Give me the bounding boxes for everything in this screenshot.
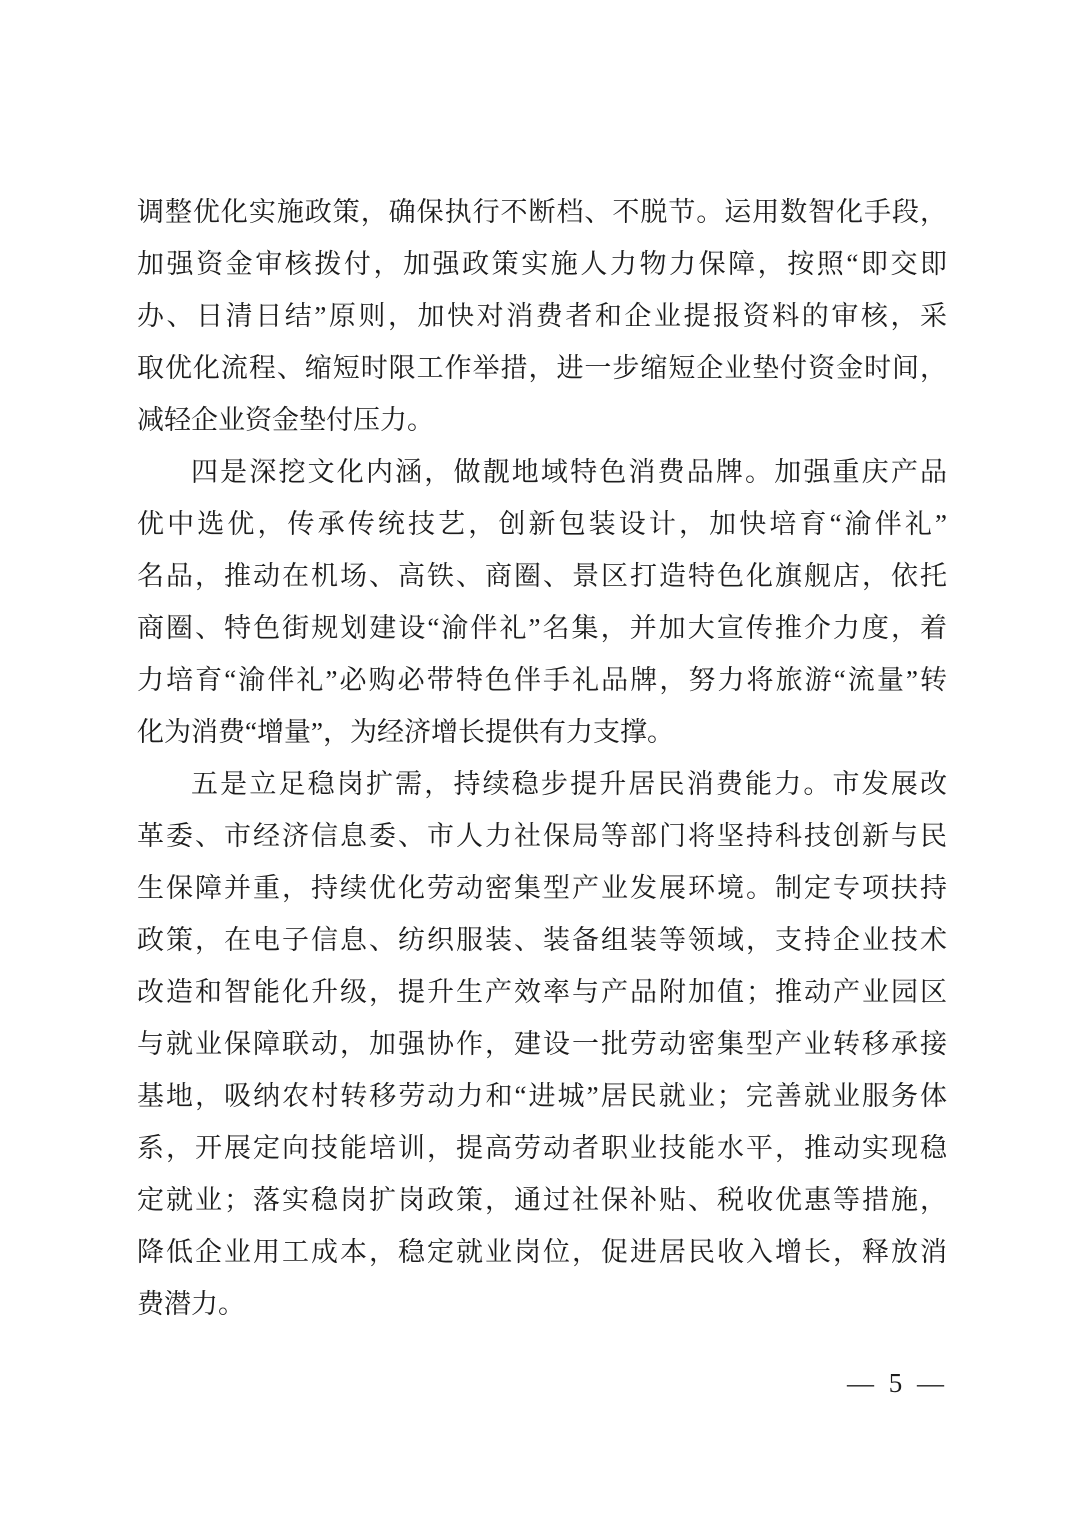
body-line: 减轻企业资金垫付压力。 (137, 405, 434, 435)
body-line: 五是立足稳岗扩需，持续稳步提升居民消费能力。市发展改 (191, 769, 947, 799)
body-line: 商圈、特色街规划建设“渝伴礼”名集，并加大宣传推介力度，着 (137, 613, 947, 643)
body-line: 加强资金审核拨付，加强政策实施人力物力保障，按照“即交即 (137, 249, 947, 279)
document-body (137, 186, 947, 1330)
body-line: 办、日清日结”原则，加快对消费者和企业提报资料的审核，采 (137, 301, 947, 331)
body-line: 力培育“渝伴礼”必购必带特色伴手礼品牌，努力将旅游“流量”转 (137, 665, 947, 695)
body-line: 系，开展定向技能培训，提高劳动者职业技能水平，推动实现稳 (137, 1133, 947, 1163)
body-line: 四是深挖文化内涵，做靓地域特色消费品牌。加强重庆产品 (191, 457, 947, 487)
paragraph-point-five (137, 758, 947, 1330)
page-number: — 5 — (847, 1368, 948, 1398)
body-line: 降低企业用工成本，稳定就业岗位，促进居民收入增长，释放消 (137, 1237, 947, 1267)
body-line: 优中选优，传承传统技艺，创新包装设计，加快培育“渝伴礼” (137, 509, 947, 539)
body-line: 费潜力。 (137, 1289, 245, 1319)
body-line: 基地，吸纳农村转移劳动力和“进城”居民就业；完善就业服务体 (137, 1081, 947, 1111)
body-line: 改造和智能化升级，提升生产效率与产品附加值；推动产业园区 (137, 977, 947, 1007)
body-line: 名品，推动在机场、高铁、商圈、景区打造特色化旗舰店，依托 (137, 561, 947, 591)
body-line: 定就业；落实稳岗扩岗政策，通过社保补贴、税收优惠等措施， (137, 1185, 947, 1215)
paragraph-point-four (137, 446, 947, 758)
body-line: 生保障并重，持续优化劳动密集型产业发展环境。制定专项扶持 (137, 873, 947, 903)
body-line: 取优化流程、缩短时限工作举措，进一步缩短企业垫付资金时间， (137, 353, 947, 383)
body-line: 化为消费“增量”，为经济增长提供有力支撑。 (137, 717, 674, 747)
body-line: 革委、市经济信息委、市人力社保局等部门将坚持科技创新与民 (137, 821, 947, 851)
paragraph-continued (137, 186, 947, 446)
body-line: 调整优化实施政策，确保执行不断档、不脱节。运用数智化手段， (137, 197, 947, 227)
body-line: 与就业保障联动，加强协作，建设一批劳动密集型产业转移承接 (137, 1029, 947, 1059)
body-line: 政策，在电子信息、纺织服装、装备组装等领域，支持企业技术 (137, 925, 947, 955)
